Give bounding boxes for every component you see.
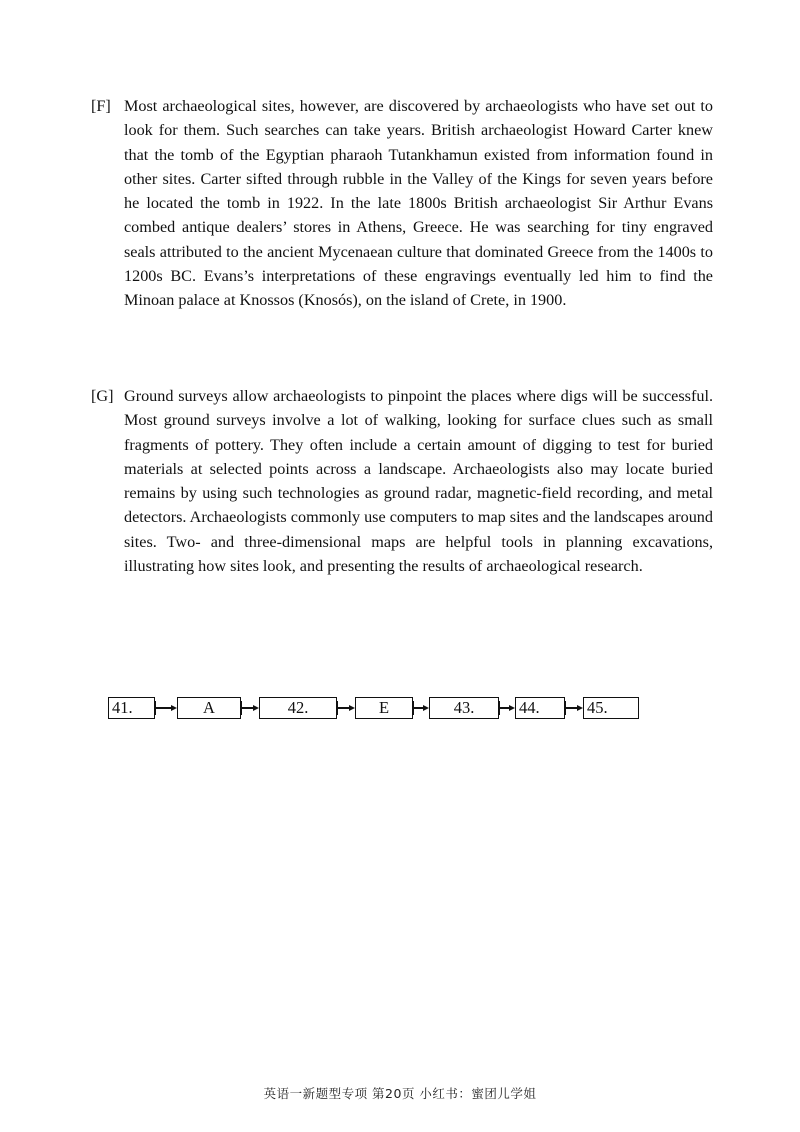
arrow-right-icon — [499, 701, 515, 715]
arrow-right-icon — [155, 701, 177, 715]
paragraph-g — [91, 384, 713, 578]
paragraph-label: [F] — [91, 97, 111, 115]
flow-box-42[interactable]: 42. — [259, 697, 337, 719]
ordering-flowchart — [108, 697, 648, 721]
arrow-right-icon — [337, 701, 355, 715]
flow-box-e: E — [355, 697, 413, 719]
flow-box-45[interactable]: 45. — [583, 697, 639, 719]
flow-box-44[interactable]: 44. — [515, 697, 565, 719]
page-footer: 英语一新题型专项 第20页 小红书：蜜团儿学姐 — [263, 1086, 537, 1101]
paragraph-f — [91, 94, 713, 313]
paragraph-label: [G] — [91, 387, 114, 405]
flow-box-41[interactable]: 41. — [108, 697, 155, 719]
paragraph-text: Ground surveys allow archaeologists to pinpoint the places where digs will be successful. Most ground surveys involve a lot of walking, looking for surface clues such as small fragments of pottery. They often include a certain amount of digging to test for buried materials at selected points across a landscape. Archaeologists also may locate buried remains by using such technologies as ground radar, magnetic-field recording, and metal detectors. Archaeologists commonly use computers to map sites and the landscapes around sites. Two- and three-dimensional maps are helpful tools in planning excavations, illustrating how sites look, and presenting the results of archaeological research. — [124, 387, 713, 576]
arrow-right-icon — [413, 701, 429, 715]
paragraph-text: Most archaeological sites, however, are discovered by archaeologists who have set out to look for them. Such searches can take years. British archaeologist Howard Carter knew that the tomb of the Egyptian pharaoh Tutankhamun existed from information found in other sites. Carter sifted through rubble in the Valley of the Kings for seven years before he located the tomb in 1922. In the late 1800s British archaeologist Sir Arthur Evans combed antique dealers’ stores in Athens, Greece. He was searching for tiny engraved seals attributed to the ancient Mycenaean culture that dominated Greece from the 1400s to 1200s BC. Evans’s interpretations of these engravings eventually led him to find the Minoan palace at Knossos (Knosós), on the island of Crete, in 1900. — [124, 97, 713, 310]
flow-box-a: A — [177, 697, 241, 719]
flow-box-43[interactable]: 43. — [429, 697, 499, 719]
arrow-right-icon — [565, 701, 583, 715]
arrow-right-icon — [241, 701, 259, 715]
